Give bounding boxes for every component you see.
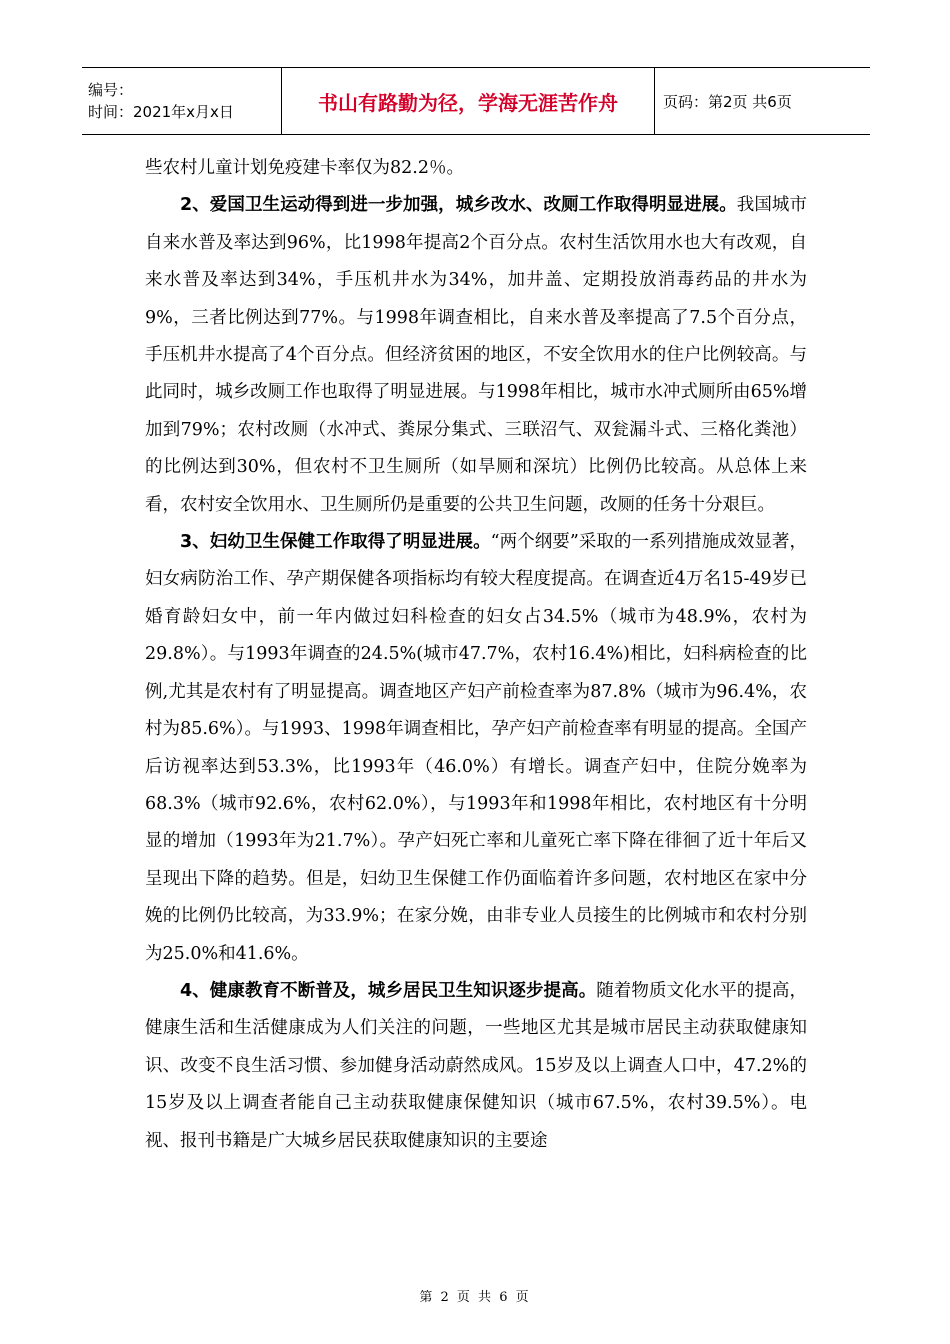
paragraph-heading: 4、健康教育不断普及，城乡居民卫生知识逐步提高。 <box>180 980 597 1001</box>
paragraph-text: “两个纲要”采取的一系列措施成效显著，妇女病防治工作、孕产期保健各项指标均有较大程度提高。在调查近4万名15-49岁已婚育龄妇女中，前一年内做过妇科检查的妇女占34.5%（城市为48.9%，农村为29.8%）。与1993年调查的24.5%(城市47.7%，农村16.4%)相比，妇科病检查的比例,尤其是农村有了明显提高。调查地区产妇产前检查率为87.8%（城市为96.4%，农村为85.6%）。与1993、1998年调查相比，孕产妇产前检查率有明显的提高。全国产后访视率达到53.3%，比1993年（46.0%）有增长。调查产妇中，住院分娩率为68.3%（城市92.6%，农村62.0%），与1993年和1998年相比，农村地区有十分明显的增加（1993年为21.7%）。孕产妇死亡率和儿童死亡率下降在徘徊了近十年后又呈现出下降的趋势。但是，妇幼卫生保健工作仍面临着许多问题，农村地区在家中分娩的比例仍比较高，为33.9%；在家分娩，由非专业人员接生的比例城市和农村分别为25.0%和41.6%。 <box>145 532 807 964</box>
paragraph-heading: 2、爱国卫生运动得到进一步加强，城乡改水、改厕工作取得明显进展。 <box>180 195 737 216</box>
paragraph-text: 随着物质文化水平的提高，健康生活和生活健康成为人们关注的问题，一些地区尤其是城市居民主动获取健康知识、改变不良生活习惯、参加健身活动蔚然成风。15岁及以上调查人口中，47.2%的15岁及以上调查者能自己主动获取健康保健知识（城市67.5%，农村39.5%）。电视、报刊书籍是广大城乡居民获取健康知识的主要途 <box>145 980 807 1151</box>
page-header <box>82 67 870 135</box>
document-body <box>145 150 807 1160</box>
paragraph-continuation: 些农村儿童计划免疫建卡率仅为82.2％。 <box>145 158 464 178</box>
header-motto: 书山有路勤为径，学海无涯苦作舟 <box>282 68 655 134</box>
paragraph-sanitation <box>145 187 807 524</box>
paragraph-health-education <box>145 973 807 1160</box>
page-footer: 第 2 页 共 6 页 <box>419 1290 531 1305</box>
date-label: 时间：2021年x月x日 <box>88 103 234 121</box>
number-label: 编号： <box>88 81 134 99</box>
paragraph-heading: 3、妇幼卫生保健工作取得了明显进展。 <box>180 532 491 553</box>
paragraph-maternal-health <box>145 524 807 973</box>
paragraph-text: 我国城市自来水普及率达到96%，比1998年提高2个百分点。农村生活饮用水也大有改观，自来水普及率达到34%，手压机井水为34%，加井盖、定期投放消毒药品的井水为9%，三者比例达到77%。与1998年调查相比，自来水普及率提高了7.5个百分点，手压机井水提高了4个百分点。但经济贫困的地区，不安全饮用水的住户比例较高。与此同时，城乡改厕工作也取得了明显进展。与1998年相比，城市水冲式厕所由65%增加到79%；农村改厕（水冲式、粪尿分集式、三联沼气、双瓮漏斗式、三格化粪池）的比例达到30%，但农村不卫生厕所（如旱厕和深坑）比例仍比较高。从总体上来看，农村安全饮用水、卫生厕所仍是重要的公共卫生问题，改厕的任务十分艰巨。 <box>145 195 807 515</box>
header-page-info: 页码：第2页 共6页 <box>663 92 792 111</box>
header-meta <box>82 68 282 134</box>
